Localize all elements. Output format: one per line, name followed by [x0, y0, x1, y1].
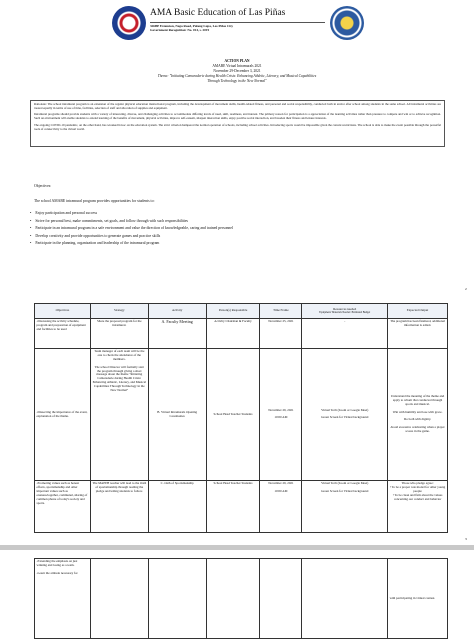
page-number: 3: [465, 537, 467, 541]
table-cell: A. Faculty Meeting: [148, 319, 206, 349]
rationale-paragraph: Rationale: The school intramural program is an extension of the regular physical education instructional program, including the development of movement skills, health-related fitness, and personal and social responsibility, conducted both in and/or after school among students in the same school. All intramural activities are treated equally in terms of use of time, facilities, selection of staff and allocation of supplies and equipment.: [34, 102, 441, 110]
action-plan-title: ACTION PLAN AMABE Virtual Intramurals 2021 November 29-December 3, 2021 Theme: "Initiating Camaraderie during Health Crisis: Enhancing Athletic, Literary, and Musical Capabilities Through Technology in the New Normal": [0, 59, 474, 84]
table-cell: November 29, 2021 10:00 AM: [260, 481, 302, 533]
table-cell: [90, 559, 148, 639]
table-cell: School Head Teacher Students: [206, 481, 260, 533]
table-cell: The MAPEH teacher will lead to the Oath of sportsmanship through reading the pledge and letting students to follow.: [90, 481, 148, 533]
column-header: Strategy: [90, 304, 148, 319]
table-cell: -Discussing the activity schedule, program and preparation of equipment and facilities to be used: [35, 319, 91, 349]
school-name: AMA Basic Education of Las Piñas: [150, 8, 286, 18]
table-cell: The program has been finalized, additional information is added.: [388, 319, 448, 349]
table-cell: November 25, 2021: [260, 319, 302, 349]
table-cell: [260, 559, 302, 639]
rationale-box: [30, 100, 445, 147]
table-cell: November 29, 2021 10:00 AM: [260, 349, 302, 481]
table-cell: [302, 559, 388, 639]
table-cell: -Extending the emphasis on just winning and losing as a team. -Learn the attitude necessary for: [35, 559, 91, 639]
table-cell: Activity Chairman & Faculty: [206, 319, 260, 349]
school-address: 326BP Extension, Naga Road, Pulang Lupa, Las Piñas City: [150, 24, 234, 28]
table-cell: School Head Teacher Students: [206, 349, 260, 481]
rationale-paragraph: The ongoing COVID-19 pandemic, on the other hand, has wreaked havoc on the education system. The strict criterion hampered the normal operation of schools, including school activities. Introducing sports would be impossible given the current restrictions. The school is able to make the event possible through the powerful tools of connectivity to the virtual world.: [34, 122, 441, 131]
theme-line-2: Through Technology in the New Normal": [207, 79, 267, 83]
table-cell: Virtual Tech (Zoom or Google Meet) Green Screen for Virtual background: [302, 481, 388, 533]
column-header: Objectives: [35, 304, 91, 319]
table-cell: Virtual Tech (Zoom or Google Meet) Green Screen for Virtual background: [302, 349, 388, 481]
rationale-paragraph: Intramural programs should provide students with a variety of interesting, diverse, and challenging activities to accommodate differing levels of need, skill, readiness, and interest. The primary reason for participation is a appreciation of the learning activities rather than pressure to compete and win or to achieve recognition. Such an environment will enable students to extend learning of the benefits of movement, physical activities, improve self-esteem, sharpen interaction skills, enjoy positive social interaction, and broaden their fitness and leisure interests.: [34, 112, 441, 121]
objective-item: • Participate in the planning, organization and leadership of the intramural program: [30, 240, 233, 248]
objectives-heading: Objectives:: [34, 184, 52, 188]
column-header: Expected Output: [388, 304, 448, 319]
table-cell: B. Virtual Intramurals Opening Ceremonies: [148, 349, 206, 481]
table-cell: C. Oath of Sportsmanship: [148, 481, 206, 533]
objective-item: • Develop creativity and provide opportunities to generate games and practice skills: [30, 233, 233, 241]
page-number: 2: [465, 287, 467, 291]
column-header: Resources needed Equipment/ Materials Needed /Estimated Budget: [302, 304, 388, 319]
table-cell: [206, 559, 260, 639]
table-cell: with participating in virtual contest.: [388, 559, 448, 639]
document-page-2: [0, 550, 474, 632]
column-header: Activity: [148, 304, 206, 319]
deped-seal-logo: [330, 6, 364, 40]
header-divider: [150, 22, 325, 23]
objectives-list: [30, 210, 233, 248]
table-cell: -: [302, 319, 388, 349]
table-cell: Those who pledge agree: • To be a proper role model for other young people • To be clean and firm about the values concerning our conduct and behavior: [388, 481, 448, 533]
action-plan-table: [34, 303, 448, 533]
table-cell: Share the proposal program for the intramural.: [90, 319, 148, 349]
table-cell: [148, 559, 206, 639]
objective-item: • Enjoy participation and personal success: [30, 210, 233, 218]
action-plan-table-continued: [34, 558, 448, 639]
table-cell: -Dissecting the importance of the event, explanation of the theme.: [35, 349, 91, 481]
table-row: [35, 559, 448, 639]
table-header-row: [35, 304, 448, 319]
objective-item: • Strive for personal best, make commitments, set goals, and follow through with such responsibilities: [30, 218, 233, 226]
table-cell: Team manager of each team will be the one to check the attendance of the members. The school Director will formally start the program through giving a short message about the theme "Initiating Camaraderie during Health Crisis: Enhancing Athletic, Literary, and Musical Capabilities Through Technology in the New Normal": [90, 349, 148, 481]
table-cell: Understand the meaning of the theme and apply to whom that conducted through sports and musical. Win with humility and lose with grace. Do both with dignity. Avoid excessive celebrating when a player scores in the game.: [388, 349, 448, 481]
table-row: [35, 349, 448, 481]
school-seal-logo: [112, 6, 146, 40]
table-row: [35, 481, 448, 533]
column-header: Person(s) Responsible: [206, 304, 260, 319]
table-cell: -Promoting values such as honest efforts, sportsmanship and other important values such as oneness/together, communal, sharing of common phone of today's society and sports.: [35, 481, 91, 533]
government-recognition: Government Recognition: No. 014, s. 2019: [150, 28, 210, 32]
table-row: [35, 319, 448, 349]
objective-item: • Participate in an intramural program in a safe environment and value the direction of knowledgeable, caring and trained personnel: [30, 225, 233, 233]
objectives-intro: The school AMABE intramural program provides opportunities for students to:: [34, 199, 155, 203]
column-header: Time Frame: [260, 304, 302, 319]
theme-line-1: Theme: "Initiating Camaraderie during Health Crisis: Enhancing Athletic, Literary, and Musical Capabilities: [157, 74, 317, 78]
